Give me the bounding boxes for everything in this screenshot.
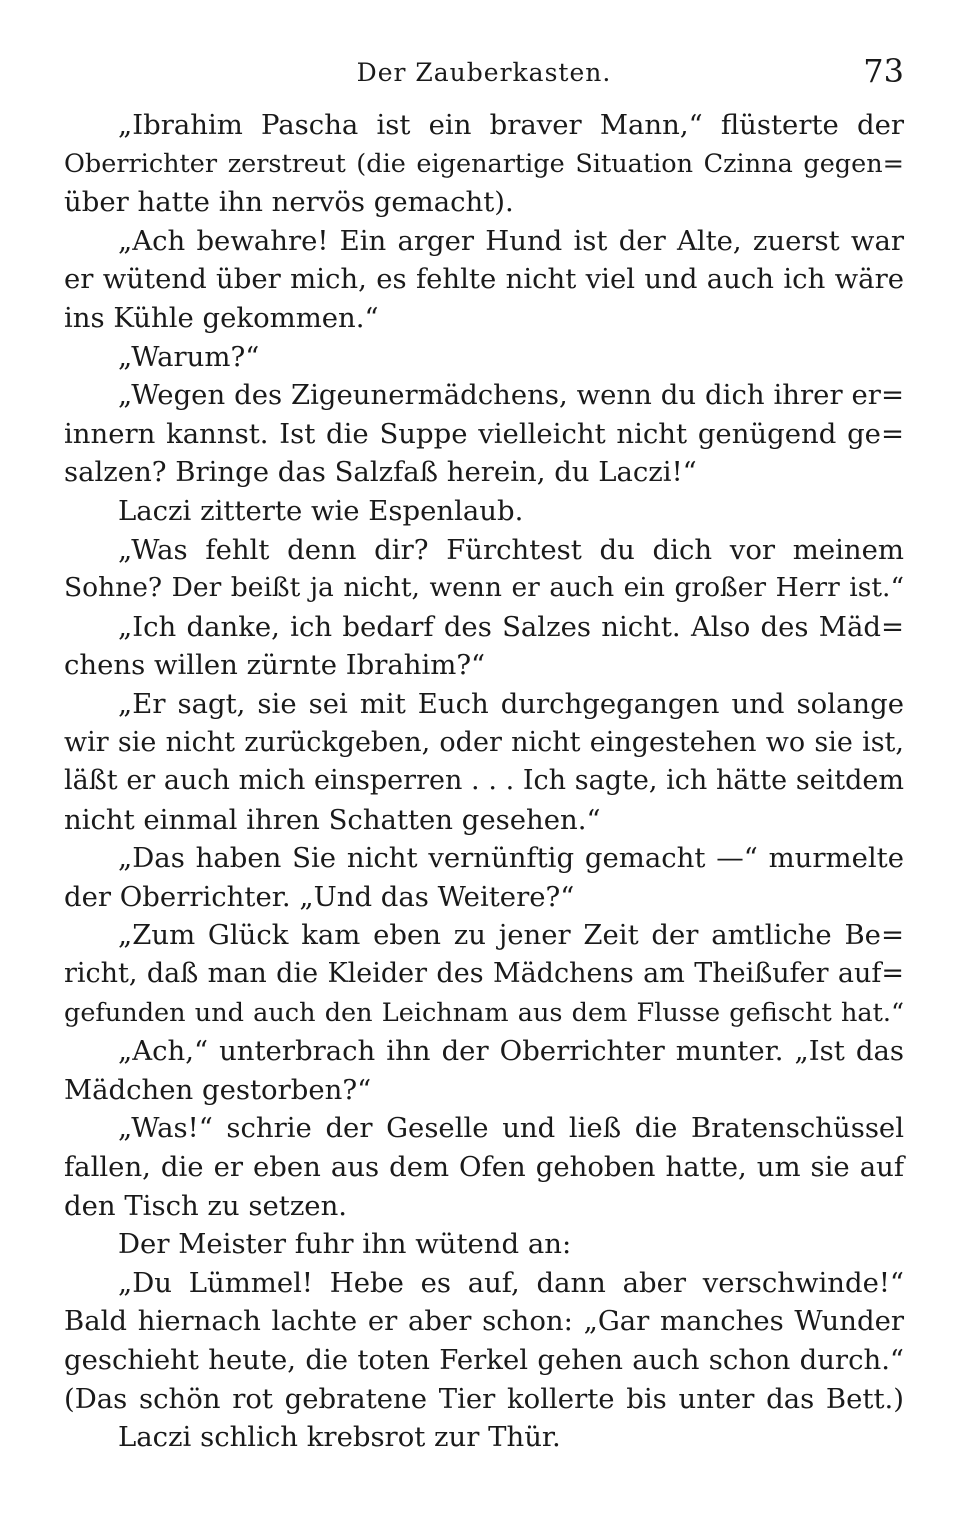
text-line: fallen, die er eben aus dem Ofen gehoben hatte, um sie auf [64, 1151, 904, 1184]
text-line: Laczi zitterte wie Espenlaub. [118, 494, 524, 527]
running-head [64, 52, 904, 92]
text-line: Bald hiernach lachte er aber schon: „Gar manches Wunder [64, 1305, 904, 1338]
text-line: „Ach bewahre! Ein arger Hund ist der Alte, zuerst war [118, 224, 904, 257]
text-line: „Warum?“ [118, 340, 260, 373]
text-line: den Tisch zu setzen. [64, 1189, 348, 1222]
text-line: „Ach,“ unterbrach ihn der Oberrichter munter. „Ist das [118, 1035, 904, 1068]
text-line: (Das schön rot gebratene Tier kollerte bis unter das Bett.) [64, 1382, 904, 1415]
text-line: „Ich danke, ich bedarf des Salzes nicht. Also des Mäd= [118, 610, 904, 643]
text-line: Mädchen gestorben?“ [64, 1073, 372, 1106]
text-line: der Oberrichter. „Und das Weitere?“ [64, 880, 575, 913]
text-line: „Er sagt, sie sei mit Euch durchgegangen und solange [118, 687, 904, 720]
running-title: Der Zauberkasten. [356, 58, 612, 87]
text-line: „Was fehlt denn dir? Fürchtest du dich vor meinem [118, 533, 904, 566]
text-line: „Was!“ schrie der Geselle und ließ die Bratenschüssel [118, 1112, 904, 1145]
text-line: über hatte ihn nervös gemacht). [64, 186, 514, 219]
text-line: gefunden und auch den Leichnam aus dem Flusse gefischt hat.“ [64, 997, 904, 1028]
text-line: „Zum Glück kam eben zu jener Zeit der amtliche Be= [118, 919, 904, 952]
text-line: Sohne? Der beißt ja nicht, wenn er auch ein großer Herr ist.“ [64, 572, 904, 604]
text-line: läßt er auch mich einsperren . . . Ich sagte, ich hätte seitdem [64, 765, 904, 797]
text-line: er wütend über mich, es fehlte nicht viel und auch ich wäre [64, 263, 904, 296]
text-line: salzen? Bringe das Salzfaß herein, du Laczi!“ [64, 456, 697, 489]
text-line: Laczi schlich krebsrot zur Thür. [118, 1421, 561, 1454]
text-line: ins Kühle gekommen.“ [64, 301, 379, 334]
text-line: Oberrichter zerstreut (die eigenartige Situation Czinna gegen= [64, 148, 904, 179]
text-line: Der Meister fuhr ihn wütend an: [118, 1228, 572, 1261]
text-line: chens willen zürnte Ibrahim?“ [64, 649, 486, 682]
text-line: innern kannst. Ist die Suppe vielleicht nicht genügend ge= [64, 417, 904, 450]
text-line: „Du Lümmel! Hebe es auf, dann aber verschwinde!“ [118, 1266, 904, 1299]
text-line: „Das haben Sie nicht vernünftig gemacht —“ murmelte [118, 842, 904, 875]
text-line: wir sie nicht zurückgeben, oder nicht eingestehen wo sie ist, [64, 726, 904, 758]
text-line: richt, daß man die Kleider des Mädchens am Theißufer auf= [64, 958, 904, 990]
text-line: „Wegen des Zigeunermädchens, wenn du dich ihrer er= [118, 379, 904, 412]
text-line: geschieht heute, die toten Ferkel gehen auch schon durch.“ [64, 1344, 904, 1376]
page-number: 73 [863, 52, 904, 90]
text-line: „Ibrahim Pascha ist ein braver Mann,“ flüsterte der [118, 109, 904, 141]
body-text [64, 106, 904, 1457]
text-line: nicht einmal ihren Schatten gesehen.“ [64, 803, 601, 836]
